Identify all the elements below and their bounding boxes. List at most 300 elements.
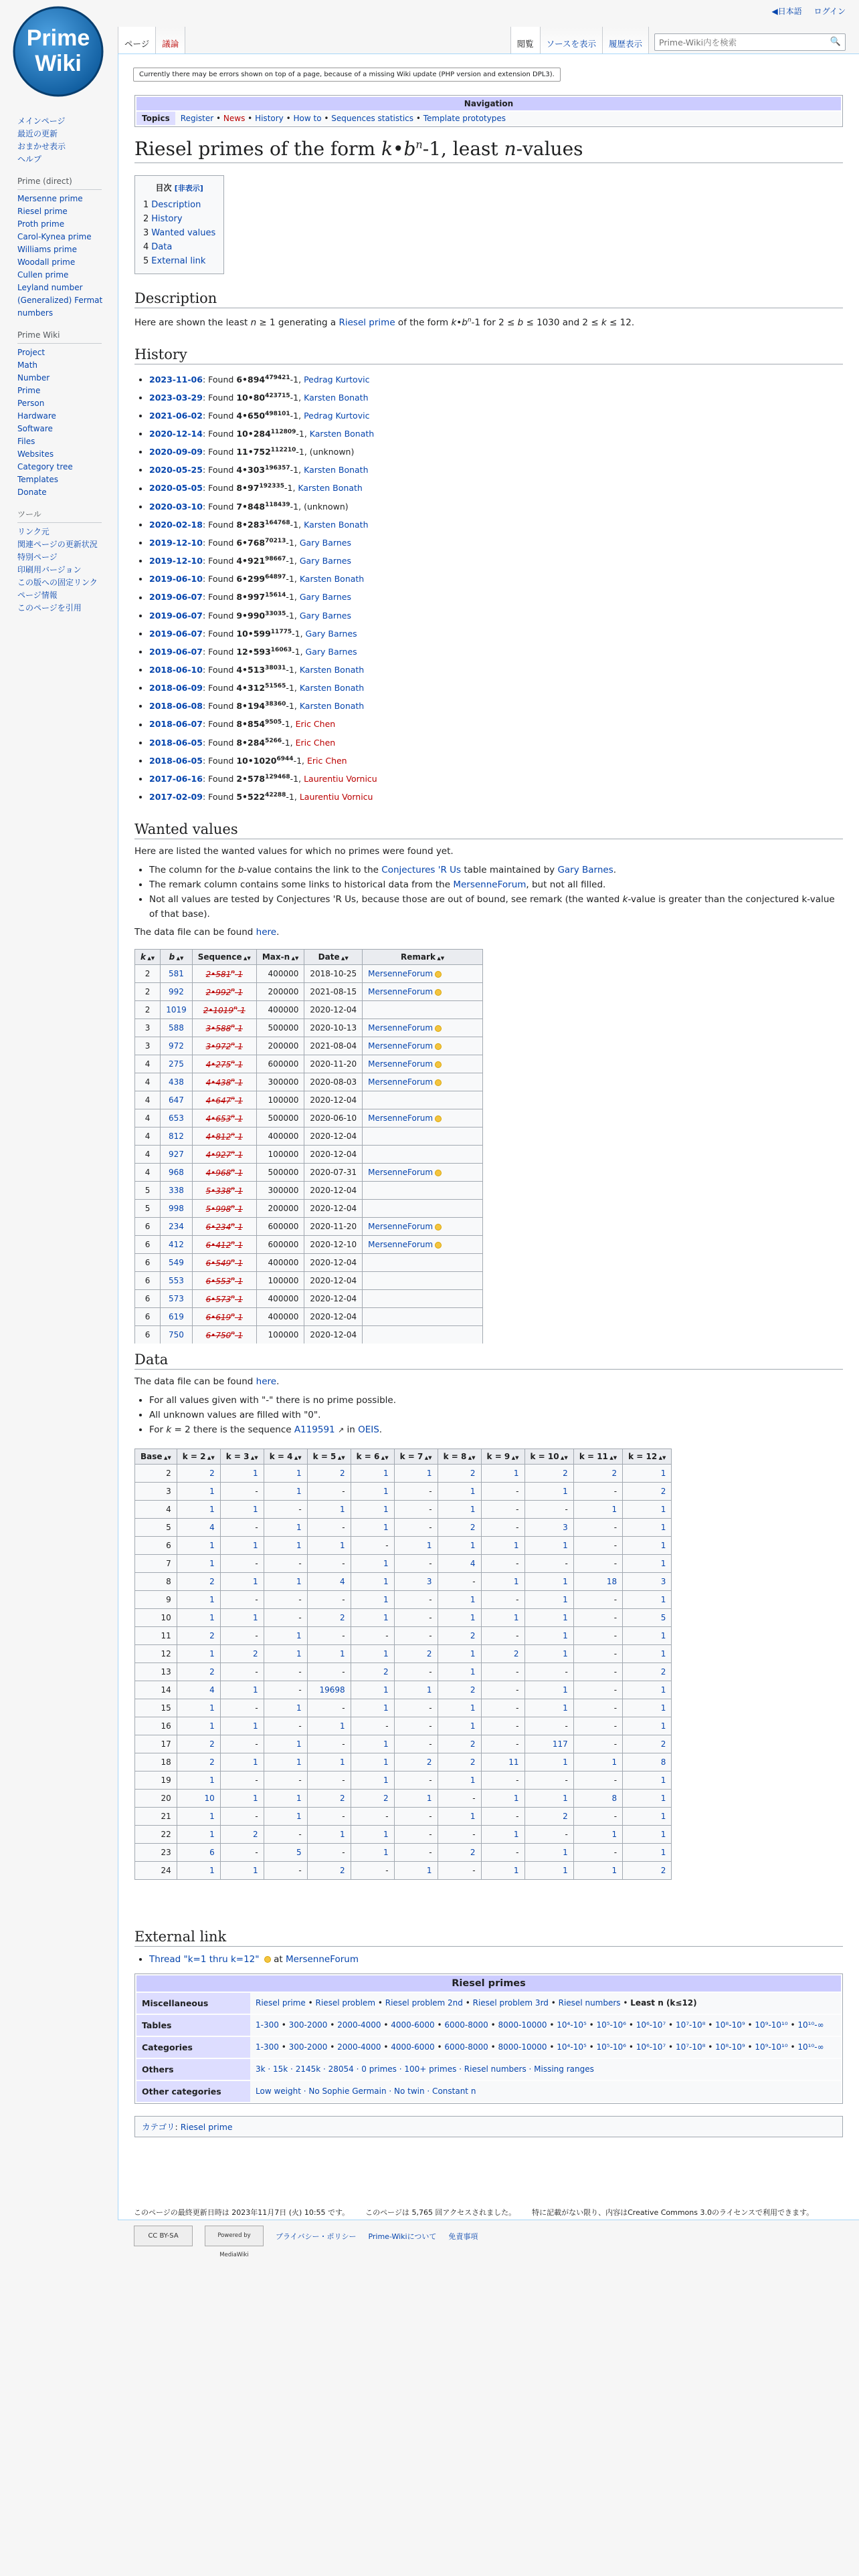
data-value-link[interactable]: 1	[296, 1739, 302, 1749]
data-value-link[interactable]: 1	[470, 1613, 476, 1623]
conjectures-base-link[interactable]: 750	[169, 1330, 184, 1340]
data-value-link[interactable]: 2	[563, 1469, 568, 1479]
sequence-link[interactable]: 3•972	[205, 1041, 231, 1051]
sort-icon[interactable]: ▲▼	[339, 956, 349, 962]
history-finder[interactable]: Karsten Bonath	[304, 465, 369, 475]
data-column-header[interactable]: k = 4 ▲▼	[264, 1449, 307, 1465]
data-column-header[interactable]: k = 2 ▲▼	[177, 1449, 220, 1465]
sidebar-item[interactable]: Carol-Kynea prime	[17, 232, 92, 241]
wanted-column-header[interactable]: Max-n ▲▼	[256, 950, 304, 965]
navbox-link[interactable]: 1-300	[256, 2020, 279, 2030]
navbox-link[interactable]: 10¹⁰-∞	[797, 2042, 824, 2052]
data-column-header[interactable]: k = 10 ▲▼	[524, 1449, 573, 1465]
history-date[interactable]: 2018-06-05	[149, 755, 203, 766]
history-finder[interactable]: Eric Chen	[295, 737, 336, 748]
data-value-link[interactable]: 1	[296, 1703, 302, 1713]
history-finder[interactable]: Karsten Bonath	[299, 665, 365, 675]
data-value-link[interactable]: 11	[508, 1757, 519, 1767]
navbox-link[interactable]: 10⁷-10⁸	[675, 2042, 706, 2052]
sidebar-item[interactable]: Williams prime	[17, 245, 78, 254]
history-date[interactable]: 2018-06-10	[149, 665, 203, 675]
data-value-link[interactable]: 2	[660, 1866, 666, 1876]
navbox-link[interactable]: 2000-4000	[337, 2042, 381, 2052]
history-finder[interactable]: Gary Barnes	[305, 628, 357, 639]
nav-link-templates[interactable]: Template prototypes	[423, 114, 506, 123]
riesel-prime-link[interactable]: Riesel prime	[339, 317, 395, 328]
wanted-table-scroll[interactable]	[134, 949, 483, 1344]
wanted-column-header[interactable]: k ▲▼	[135, 950, 161, 965]
data-value-link[interactable]: 1	[563, 1866, 568, 1876]
data-value-link[interactable]: 3	[426, 1577, 432, 1587]
sequence-link[interactable]: 6•549	[205, 1258, 231, 1268]
data-value-link[interactable]: 1	[339, 1757, 345, 1767]
data-value-link[interactable]: 1	[209, 1559, 215, 1569]
conjectures-base-link[interactable]: 549	[169, 1258, 184, 1268]
data-value-link[interactable]: 1	[339, 1721, 345, 1731]
history-finder[interactable]: Pedrag Kurtovic	[304, 410, 370, 421]
conjectures-base-link[interactable]: 438	[169, 1077, 184, 1087]
data-value-link[interactable]: 1	[563, 1577, 568, 1587]
data-value-link[interactable]: 1	[426, 1685, 432, 1695]
data-column-header[interactable]: k = 6 ▲▼	[351, 1449, 394, 1465]
data-value-link[interactable]: 2	[383, 1667, 389, 1677]
history-date[interactable]: 2019-06-07	[149, 628, 203, 639]
sort-icon[interactable]: ▲▼	[607, 1455, 617, 1461]
navbox-link[interactable]: Riesel numbers	[558, 1998, 621, 2008]
data-value-link[interactable]: 4	[339, 1577, 345, 1587]
data-value-link[interactable]: 1	[209, 1830, 215, 1840]
history-finder[interactable]: Laurentiu Vornicu	[304, 774, 377, 784]
data-value-link[interactable]: 1	[253, 1794, 258, 1804]
toc-toggle[interactable]: [非表示]	[174, 184, 203, 193]
history-finder[interactable]: Laurentiu Vornicu	[299, 792, 373, 802]
nav-link-news[interactable]: News	[223, 114, 246, 123]
sidebar-item[interactable]: Leyland number	[17, 283, 83, 292]
data-value-link[interactable]: 1	[611, 1866, 617, 1876]
sequence-link[interactable]: 4•275	[205, 1059, 231, 1069]
data-value-link[interactable]: 1	[339, 1541, 345, 1551]
conjectures-base-link[interactable]: 812	[169, 1132, 184, 1142]
history-date[interactable]: 2017-06-16	[149, 774, 203, 784]
data-value-link[interactable]: 1	[563, 1595, 568, 1605]
sidebar-item[interactable]: Riesel prime	[17, 207, 68, 216]
navbox-link[interactable]: 10⁶-10⁷	[636, 2042, 666, 2052]
remark-link[interactable]: MersenneForum	[368, 1168, 434, 1178]
history-date[interactable]: 2019-06-07	[149, 592, 203, 603]
data-value-link[interactable]: 1	[470, 1649, 476, 1659]
history-date[interactable]: 2020-02-18	[149, 519, 203, 530]
data-value-link[interactable]: 2	[470, 1757, 476, 1767]
sort-icon[interactable]: ▲▼	[657, 1455, 666, 1461]
sort-icon[interactable]: ▲▼	[423, 1455, 432, 1461]
nav-link-howto[interactable]: How to	[293, 114, 322, 123]
sidebar-item[interactable]: リンク元	[17, 527, 50, 536]
conjectures-base-link[interactable]: 412	[169, 1240, 184, 1250]
conjectures-base-link[interactable]: 573	[169, 1294, 184, 1304]
data-value-link[interactable]: 1	[296, 1649, 302, 1659]
data-value-link[interactable]: 1	[660, 1848, 666, 1858]
data-value-link[interactable]: 1	[253, 1577, 258, 1587]
data-column-header[interactable]: Base ▲▼	[135, 1449, 177, 1465]
history-date[interactable]: 2020-09-09	[149, 447, 203, 457]
data-value-link[interactable]: 2	[470, 1739, 476, 1749]
history-finder[interactable]: Karsten Bonath	[299, 701, 365, 712]
history-finder[interactable]: Gary Barnes	[299, 592, 351, 603]
sequence-link[interactable]: 4•927	[205, 1150, 231, 1160]
toc-item[interactable]: 3 Wanted values	[143, 228, 216, 238]
site-logo[interactable]	[11, 1, 106, 102]
data-value-link[interactable]: 1	[296, 1577, 302, 1587]
conjectures-base-link[interactable]: 927	[169, 1150, 184, 1160]
data-value-link[interactable]: 1	[253, 1721, 258, 1731]
history-date[interactable]: 2019-06-07	[149, 647, 203, 657]
history-finder[interactable]: Pedrag Kurtovic	[304, 374, 370, 385]
data-value-link[interactable]: 1	[383, 1559, 389, 1569]
remark-link[interactable]: MersenneForum	[368, 1059, 434, 1069]
history-finder[interactable]: Gary Barnes	[305, 647, 357, 657]
sidebar-item[interactable]: 最近の更新	[17, 129, 58, 138]
navbox-link[interactable]: 300-2000	[288, 2042, 328, 2052]
navbox-link[interactable]: Least n (k≤12)	[630, 1998, 697, 2008]
data-value-link[interactable]: 1	[296, 1487, 302, 1497]
history-date[interactable]: 2020-12-14	[149, 429, 203, 439]
data-value-link[interactable]: 1	[383, 1739, 389, 1749]
data-value-link[interactable]: 1	[426, 1541, 432, 1551]
data-value-link[interactable]: 1	[470, 1595, 476, 1605]
sort-icon[interactable]: ▲▼	[205, 1455, 215, 1461]
navbox-link[interactable]: 6000-8000	[444, 2020, 488, 2030]
conjectures-base-link[interactable]: 1019	[166, 1005, 187, 1015]
data-value-link[interactable]: 4	[209, 1685, 215, 1695]
data-value-link[interactable]: 1	[563, 1848, 568, 1858]
history-finder[interactable]: Karsten Bonath	[298, 483, 363, 494]
data-value-link[interactable]: 2	[339, 1613, 345, 1623]
data-column-header[interactable]: k = 5 ▲▼	[307, 1449, 351, 1465]
data-value-link[interactable]: 1	[660, 1776, 666, 1786]
data-value-link[interactable]: 1	[209, 1721, 215, 1731]
conjectures-base-link[interactable]: 553	[169, 1276, 184, 1286]
data-value-link[interactable]: 1	[383, 1523, 389, 1533]
remark-link[interactable]: MersenneForum	[368, 1041, 434, 1051]
history-date[interactable]: 2020-03-10	[149, 501, 203, 512]
sidebar-item[interactable]: Donate	[17, 488, 47, 497]
sidebar-item[interactable]: Math	[17, 360, 38, 370]
history-date[interactable]: 2020-05-25	[149, 465, 203, 475]
data-value-link[interactable]: 1	[383, 1703, 389, 1713]
search-icon[interactable]: 🔍	[830, 37, 841, 47]
data-value-link[interactable]: 8	[660, 1757, 666, 1767]
data-value-link[interactable]: 1	[470, 1721, 476, 1731]
data-value-link[interactable]: 1	[383, 1776, 389, 1786]
sort-icon[interactable]: ▲▼	[336, 1455, 345, 1461]
data-value-link[interactable]: 1	[660, 1595, 666, 1605]
data-value-link[interactable]: 2	[209, 1469, 215, 1479]
data-value-link[interactable]: 2	[339, 1866, 345, 1876]
navbox-links[interactable]: 3k · 15k · 2145k · 28054 · 0 primes · 100+ primes · Riesel numbers · Missing ranges	[250, 2059, 841, 2080]
mersenneforum-link[interactable]: MersenneForum	[453, 879, 527, 891]
data-value-link[interactable]: 1	[209, 1703, 215, 1713]
sidebar-item[interactable]: Prime	[17, 386, 41, 395]
sidebar-item[interactable]: Mersenne prime	[17, 194, 83, 203]
data-value-link[interactable]: 1	[209, 1776, 215, 1786]
remark-link[interactable]: MersenneForum	[368, 987, 434, 997]
data-value-link[interactable]: 2	[253, 1649, 258, 1659]
data-value-link[interactable]: 1	[339, 1649, 345, 1659]
sort-icon[interactable]: ▲▼	[559, 1455, 568, 1461]
toc-item[interactable]: 5 External link	[143, 256, 206, 266]
sidebar-item[interactable]: Project	[17, 348, 45, 357]
sidebar-item[interactable]: この版への固定リンク	[17, 578, 98, 587]
navbox-link[interactable]: 10⁵-10⁶	[596, 2020, 626, 2030]
data-value-link[interactable]: 1	[563, 1757, 568, 1767]
data-value-link[interactable]: 117	[552, 1739, 568, 1749]
data-value-link[interactable]: 1	[470, 1812, 476, 1822]
mediawiki-badge[interactable]: Powered by MediaWiki	[205, 2226, 264, 2246]
sidebar-item[interactable]: このページを引用	[17, 603, 82, 613]
conjectures-base-link[interactable]: 275	[169, 1059, 184, 1069]
sidebar-item[interactable]: Websites	[17, 449, 54, 459]
sidebar-item[interactable]: Cullen prime	[17, 270, 69, 280]
nav-link-register[interactable]: Register	[180, 114, 214, 123]
data-value-link[interactable]: 2	[209, 1667, 215, 1677]
gary-barnes-link[interactable]: Gary Barnes	[557, 865, 613, 876]
data-value-link[interactable]: 2	[660, 1739, 666, 1749]
sequence-link[interactable]: 2•992	[205, 987, 231, 997]
navbox-link[interactable]: 4000-6000	[391, 2042, 435, 2052]
remark-link[interactable]: MersenneForum	[368, 1077, 434, 1087]
sidebar-item[interactable]: 印刷用バージョン	[17, 565, 82, 574]
tab-read[interactable]: 閲覧	[510, 27, 540, 53]
history-date[interactable]: 2018-06-05	[149, 737, 203, 748]
navbox-link[interactable]: 10⁶-10⁷	[636, 2020, 666, 2030]
data-value-link[interactable]: 1	[209, 1649, 215, 1659]
data-value-link[interactable]: 1	[660, 1541, 666, 1551]
navbox-link[interactable]: 10⁹-10¹⁰	[755, 2020, 788, 2030]
data-value-link[interactable]: 1	[296, 1812, 302, 1822]
data-value-link[interactable]: 1	[513, 1613, 519, 1623]
data-value-link[interactable]: 1	[296, 1541, 302, 1551]
data-value-link[interactable]: 1	[563, 1631, 568, 1641]
data-value-link[interactable]: 1	[383, 1613, 389, 1623]
data-value-link[interactable]: 1	[513, 1830, 519, 1840]
data-value-link[interactable]: 1	[660, 1794, 666, 1804]
search-input[interactable]	[655, 34, 822, 50]
sidebar-item[interactable]: ページ情報	[17, 591, 58, 600]
data-value-link[interactable]: 1	[209, 1541, 215, 1551]
data-column-header[interactable]: k = 11 ▲▼	[573, 1449, 622, 1465]
data-value-link[interactable]: 2	[209, 1577, 215, 1587]
data-value-link[interactable]: 1	[339, 1830, 345, 1840]
data-value-link[interactable]: 1	[296, 1794, 302, 1804]
data-value-link[interactable]: 1	[660, 1469, 666, 1479]
navbox-link[interactable]: 300-2000	[288, 2020, 328, 2030]
navbox-link[interactable]: Riesel problem 2nd	[385, 1998, 463, 2008]
data-value-link[interactable]: 2	[470, 1469, 476, 1479]
toc-item[interactable]: 2 History	[143, 214, 183, 224]
data-value-link[interactable]: 1	[426, 1469, 432, 1479]
conjectures-base-link[interactable]: 647	[169, 1095, 184, 1105]
navbox-links[interactable]: Low weight · No Sophie Germain · No twin · Constant n	[250, 2081, 841, 2102]
data-value-link[interactable]: 1	[209, 1613, 215, 1623]
data-value-link[interactable]: 1	[660, 1685, 666, 1695]
data-column-header[interactable]: k = 12 ▲▼	[623, 1449, 672, 1465]
sidebar-item[interactable]: Woodall prime	[17, 257, 76, 267]
data-value-link[interactable]: 1	[296, 1757, 302, 1767]
data-value-link[interactable]: 1	[426, 1866, 432, 1876]
conjectures-base-link[interactable]: 972	[169, 1041, 184, 1051]
data-value-link[interactable]: 1	[563, 1685, 568, 1695]
history-finder[interactable]: Karsten Bonath	[299, 574, 365, 584]
data-value-link[interactable]: 2	[339, 1794, 345, 1804]
sidebar-item[interactable]: Proth prime	[17, 219, 65, 229]
history-finder[interactable]: Eric Chen	[306, 755, 347, 766]
conjectures-base-link[interactable]: 588	[169, 1023, 184, 1033]
toc-item[interactable]: 1 Description	[143, 200, 201, 210]
sequence-link[interactable]: 3•588	[205, 1023, 231, 1033]
sequence-link[interactable]: 2•1019	[203, 1005, 234, 1015]
data-value-link[interactable]: 6	[209, 1848, 215, 1858]
data-value-link[interactable]: 1	[383, 1649, 389, 1659]
data-value-link[interactable]: 2	[470, 1848, 476, 1858]
conjectures-base-link[interactable]: 653	[169, 1113, 184, 1123]
cc-license-badge[interactable]: CC BY-SA	[134, 2226, 193, 2246]
data-value-link[interactable]: 1	[383, 1757, 389, 1767]
tab-history[interactable]: 履歴表示	[602, 27, 649, 53]
sidebar-item[interactable]: Category tree	[17, 462, 73, 471]
data-value-link[interactable]: 1	[611, 1505, 617, 1515]
sidebar-item[interactable]: 関連ページの更新状況	[17, 540, 98, 549]
navbox-link[interactable]: 10¹⁰-∞	[797, 2020, 824, 2030]
data-value-link[interactable]: 1	[660, 1523, 666, 1533]
data-value-link[interactable]: 4	[470, 1559, 476, 1569]
sequence-link[interactable]: 4•812	[205, 1132, 231, 1142]
data-value-link[interactable]: 1	[660, 1631, 666, 1641]
data-value-link[interactable]: 1	[563, 1703, 568, 1713]
sort-icon[interactable]: ▲▼	[249, 1455, 258, 1461]
category-riesel-prime[interactable]: Riesel prime	[180, 2122, 233, 2133]
thread-link[interactable]: Thread "k=1 thru k=12"	[149, 1954, 260, 1965]
data-value-link[interactable]: 2	[470, 1523, 476, 1533]
sidebar-item[interactable]: Number	[17, 373, 50, 383]
data-value-link[interactable]: 1	[470, 1541, 476, 1551]
conjectures-link[interactable]: Conjectures 'R Us	[381, 865, 462, 876]
data-value-link[interactable]: 1	[383, 1595, 389, 1605]
data-value-link[interactable]: 1	[426, 1794, 432, 1804]
conjectures-base-link[interactable]: 338	[169, 1186, 184, 1196]
remark-link[interactable]: MersenneForum	[368, 969, 434, 979]
data-value-link[interactable]: 1	[513, 1469, 519, 1479]
data-value-link[interactable]: 1	[383, 1505, 389, 1515]
data-value-link[interactable]: 1	[470, 1667, 476, 1677]
data-value-link[interactable]: 1	[470, 1487, 476, 1497]
wanted-column-header[interactable]: Sequence ▲▼	[192, 950, 256, 965]
history-finder[interactable]: Karsten Bonath	[299, 683, 365, 693]
data-value-link[interactable]: 1	[209, 1866, 215, 1876]
data-value-link[interactable]: 1	[383, 1685, 389, 1695]
data-value-link[interactable]: 3	[563, 1523, 568, 1533]
navbox-link[interactable]: 1-300	[256, 2042, 279, 2052]
language-link[interactable]: ◀日本語	[771, 7, 802, 16]
nav-link-sequences[interactable]: Sequences statistics	[331, 114, 414, 123]
data-value-link[interactable]: 1	[253, 1866, 258, 1876]
history-finder[interactable]: Gary Barnes	[299, 556, 351, 566]
conjectures-base-link[interactable]: 992	[169, 987, 184, 997]
data-value-link[interactable]: 1	[513, 1541, 519, 1551]
categories-label[interactable]: カテゴリ	[142, 2122, 175, 2133]
oeis-link[interactable]: OEIS	[358, 1424, 379, 1436]
sequence-link[interactable]: 2•581	[205, 969, 231, 979]
history-date[interactable]: 2018-06-08	[149, 701, 203, 712]
data-value-link[interactable]: 1	[209, 1812, 215, 1822]
tab-page[interactable]: ページ	[118, 27, 155, 53]
tab-view-source[interactable]: ソースを表示	[540, 27, 602, 53]
data-value-link[interactable]: 1	[470, 1505, 476, 1515]
data-value-link[interactable]: 1	[660, 1812, 666, 1822]
sort-icon[interactable]: ▲▼	[242, 956, 251, 962]
data-value-link[interactable]: 1	[209, 1487, 215, 1497]
sequence-link[interactable]: 6•553	[205, 1276, 231, 1286]
data-value-link[interactable]: 1	[296, 1469, 302, 1479]
sort-icon[interactable]: ▲▼	[175, 956, 184, 962]
data-value-link[interactable]: 1	[513, 1794, 519, 1804]
sequence-link[interactable]: 6•619	[205, 1312, 231, 1322]
sequence-link[interactable]: 6•234	[205, 1222, 231, 1232]
sidebar-item[interactable]: おまかせ表示	[17, 142, 66, 151]
data-value-link[interactable]: 18	[606, 1577, 617, 1587]
data-value-link[interactable]: 1	[383, 1830, 389, 1840]
sequence-link[interactable]: 6•750	[205, 1330, 231, 1340]
navbox-link[interactable]: 10⁷-10⁸	[675, 2020, 706, 2030]
data-value-link[interactable]: 2	[383, 1794, 389, 1804]
navbox-link[interactable]: 10⁸-10⁹	[715, 2020, 745, 2030]
data-value-link[interactable]: 4	[209, 1523, 215, 1533]
sort-icon[interactable]: ▲▼	[290, 956, 299, 962]
history-date[interactable]: 2019-12-10	[149, 556, 203, 566]
navbox-link[interactable]: 6000-8000	[444, 2042, 488, 2052]
sidebar-item[interactable]: (Generalized) Fermat numbers	[17, 296, 103, 318]
data-value-link[interactable]: 2	[426, 1649, 432, 1659]
sort-icon[interactable]: ▲▼	[145, 956, 155, 962]
history-date[interactable]: 2017-02-09	[149, 792, 203, 802]
sort-icon[interactable]: ▲▼	[466, 1455, 476, 1461]
navbox-link[interactable]: 8000-10000	[498, 2042, 547, 2052]
wanted-column-header[interactable]: Date ▲▼	[304, 950, 363, 965]
data-value-link[interactable]: 1	[253, 1757, 258, 1767]
data-value-link[interactable]: 1	[563, 1649, 568, 1659]
data-value-link[interactable]: 1	[660, 1830, 666, 1840]
navbox-link[interactable]: 10⁵-10⁶	[596, 2042, 626, 2052]
data-value-link[interactable]: 19698	[319, 1685, 345, 1695]
data-value-link[interactable]: 2	[470, 1631, 476, 1641]
sort-icon[interactable]: ▲▼	[292, 1455, 302, 1461]
data-value-link[interactable]: 1	[253, 1505, 258, 1515]
sort-icon[interactable]: ▲▼	[435, 956, 445, 962]
history-finder[interactable]: Gary Barnes	[299, 610, 351, 621]
sidebar-item[interactable]: ヘルプ	[17, 154, 42, 164]
navbox-link[interactable]: 10⁹-10¹⁰	[755, 2042, 788, 2052]
data-column-header[interactable]: k = 3 ▲▼	[220, 1449, 264, 1465]
data-value-link[interactable]: 5	[296, 1848, 302, 1858]
data-value-link[interactable]: 2	[660, 1487, 666, 1497]
navbox-link[interactable]: 10⁸-10⁹	[715, 2042, 745, 2052]
data-value-link[interactable]: 1	[383, 1469, 389, 1479]
data-column-header[interactable]: k = 9 ▲▼	[481, 1449, 524, 1465]
history-date[interactable]: 2020-05-05	[149, 483, 203, 494]
conjectures-base-link[interactable]: 998	[169, 1204, 184, 1214]
sequence-link[interactable]: 5•998	[205, 1204, 231, 1214]
sort-icon[interactable]: ▲▼	[510, 1455, 519, 1461]
data-value-link[interactable]: 1	[611, 1830, 617, 1840]
